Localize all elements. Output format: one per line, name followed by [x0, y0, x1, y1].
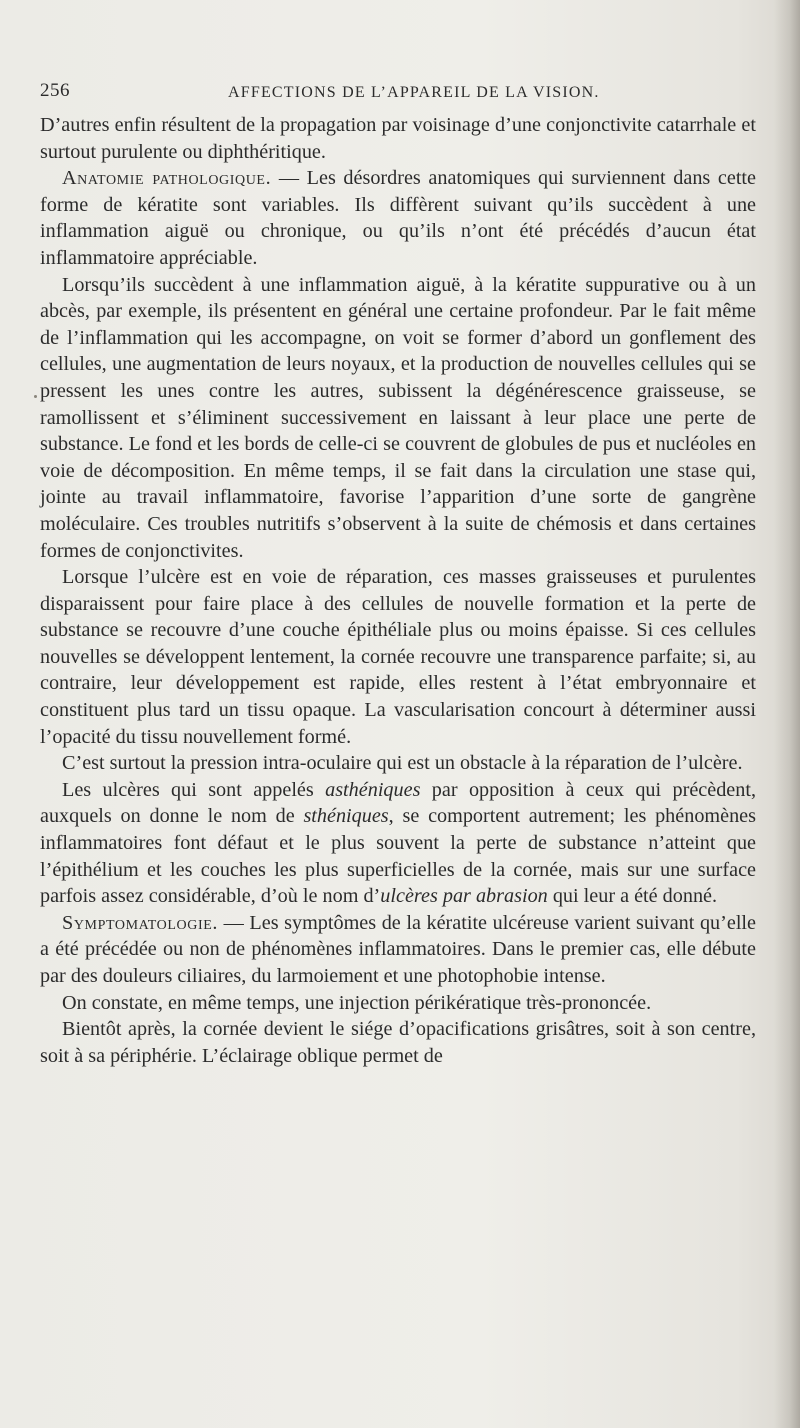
paragraph-text: Lorsqu’ils succèdent à une inflammation aiguë, à la kératite suppurative ou à un abcès, par exemple, ils présentent en général une certaine profondeur. Par le fait même de l’inflammation qui les accompagne, on voit se former d’abord un gonflement des cellules, une augmentation de leurs noyaux, et la production de nouvelles cellules qui se pressent les unes contre les autres, subissent la dégénérescence graisseuse, se ramollissent et s’éliminent successivement en laissant à leur place une perte de substance. Le fond et les bords de celle-ci se couvrent de globules de pus et nucléoles en voie de décomposition. En même temps, il se fait dans la circulation une stase qui, jointe au travail inflammatoire, favorise l’apparition d’une sorte de gangrène moléculaire. Ces troubles nutritifs s’observent à la suite de chémosis et dans certaines formes de conjonctivites.: [40, 273, 756, 562]
paragraph: [40, 990, 756, 1017]
paragraph-text: — Les désordres anatomiques qui surviennent dans cette forme de kératite sont variables. Ils diffèrent suivant qu’ils succèdent à une inflammation aiguë ou chronique, ou qu’ils n’ont été précédés d’aucun état inflammatoire appréciable.: [40, 167, 757, 269]
paragraph: [40, 1016, 756, 1069]
paragraph: [40, 165, 756, 271]
body-text: [40, 112, 756, 1069]
paragraph-text: par opposition à ceux qui précèdent, auxquels on donne le nom de: [40, 778, 756, 828]
paragraph-text: , se comportent autrement; les phénomènes inflammatoires font défaut et le plus souvent la perte de substance n’atteint que l’épithélium et les couches les plus superficielles de la cornée, mais sur une surface parfois assez considérable, d’où le nom d’: [40, 805, 756, 908]
italic-term: asthéniques: [325, 778, 421, 801]
paragraph: [40, 750, 756, 777]
paragraph-text: — Les symptômes de la kératite ulcéreuse varient suivant qu’elle a été précédée ou non de phénomènes inflammatoires. Dans le premier cas, elle débute par des douleurs ciliaires, du larmoiement et une photophobie intense.: [40, 911, 756, 987]
running-head: [40, 80, 756, 106]
running-title: AFFECTIONS DE L’APPAREIL DE LA VISION.: [228, 84, 600, 101]
paragraph: [40, 564, 756, 750]
paragraph-text: Bientôt après, la cornée devient le siége d’opacifications grisâtres, soit à son centre, soit à sa périphérie. L’éclairage oblique permet de: [40, 1018, 756, 1067]
paragraph-text: D’autres enfin résultent de la propagation par voisinage d’une conjonctivite catarrhale et surtout purulente ou diphthéritique.: [40, 114, 756, 163]
paragraph-text: Les ulcères qui sont appelés: [62, 778, 326, 801]
page-edge-shadow: [774, 0, 800, 1428]
paragraph-text: Lorsque l’ulcère est en voie de réparation, ces masses graisseuses et purulentes disparaissent pour faire place à des cellules de nouvelle formation et la perte de substance se recouvre d’une couche épithéliale plus ou moins épaisse. Si ces cellules nouvelles se développent lentement, la cornée recouvre une transparence parfaite; si, au contraire, leur développement est rapide, elles restent à l’état embryonnaire et constituent plus tard un tissu opaque. La vascularisation concourt à déterminer aussi l’opacité du tissu nouvellement formé.: [40, 566, 756, 748]
section-heading: Anatomie pathologique.: [62, 167, 272, 190]
paragraph: [40, 777, 756, 910]
italic-term: sthéniques: [303, 805, 389, 828]
paragraph-text: C’est surtout la pression intra-oculaire qui est un obstacle à la réparation de l’ulcère.: [62, 752, 743, 775]
paragraph-text: qui leur a été donné.: [547, 885, 718, 908]
paragraph: [40, 272, 756, 565]
page-number: 256: [40, 80, 70, 101]
paragraph-text: On constate, en même temps, une injection périkératique très-prononcée.: [62, 991, 652, 1014]
paragraph: [40, 112, 756, 165]
paragraph: [40, 910, 756, 990]
paper-speck: [34, 395, 37, 398]
italic-term: ulcères par abrasion: [380, 885, 548, 908]
section-heading: Symptomatologie.: [62, 911, 219, 934]
